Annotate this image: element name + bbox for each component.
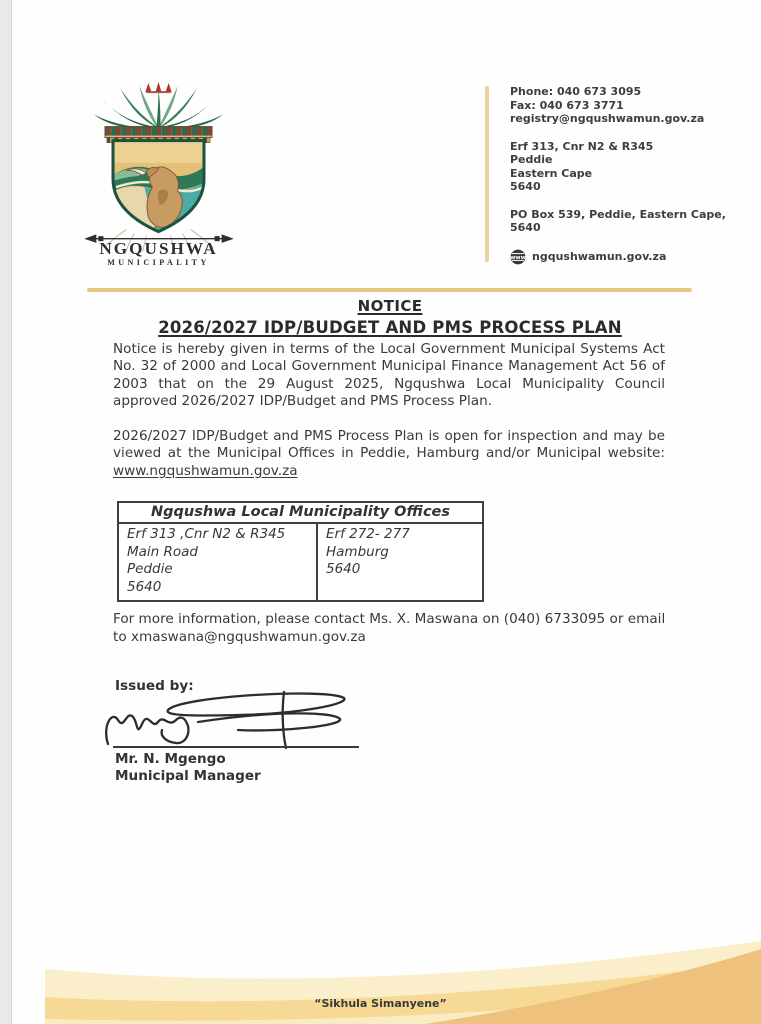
footer-motto: “Sikhula Simanyene”	[314, 997, 447, 1010]
fax-line: Fax: 040 673 3771	[510, 98, 624, 112]
office-address-line: Hamburg	[326, 543, 389, 560]
notice-title-block	[90, 297, 690, 337]
coat-of-arms-icon	[85, 82, 233, 270]
office-address-line: Erf 313 ,Cnr N2 & R345	[127, 526, 286, 542]
offices-table	[117, 501, 484, 602]
logo-shield	[113, 141, 204, 236]
phone-line: Phone: 040 673 3095	[510, 85, 642, 98]
notice-subtitle: 2026/2027 IDP/BUDGET AND PMS PROCESS PLAN	[158, 318, 622, 337]
municipality-logo	[85, 82, 233, 270]
po-box-line: PO Box 539, Peddie, Eastern Cape, 5640	[510, 207, 726, 234]
office-address-line: Main Road	[127, 543, 199, 560]
notice-title: NOTICE	[357, 297, 423, 315]
registry-email[interactable]: registry@ngqushwamun.gov.za	[510, 112, 705, 125]
address-line: Peddie	[510, 153, 553, 166]
peddie-office-cell	[119, 524, 316, 600]
office-address-line: Erf 272- 277	[326, 526, 410, 542]
svg-text:www: www	[510, 254, 526, 261]
globe-www-icon	[510, 249, 526, 265]
notice-paragraph-2	[113, 428, 665, 480]
signatory-name: Mr. N. Mgengo	[115, 751, 226, 767]
contact-address-group	[510, 140, 752, 194]
signatory-block	[115, 751, 261, 784]
address-line: 5640	[510, 180, 541, 193]
notice-paragraph-1: Notice is hereby given in terms of the Local Government Municipal Systems Act No. 32 of 2000 and Local Government Municipal Finance Management Act 56 of 2003 that on the 29 August 2025, Ngqushwa Local Municipality Council approved 2026/2027 IDP/Budget and PMS Process Plan.	[113, 341, 665, 410]
hamburg-office-cell	[316, 524, 482, 600]
offices-table-row	[119, 524, 482, 600]
footer-wave-graphic	[0, 939, 761, 1024]
issued-by-label: Issued by:	[115, 678, 194, 694]
address-line: Eastern Cape	[510, 166, 593, 180]
contact-phone-group	[510, 85, 752, 126]
municipal-website-link[interactable]: www.ngqushwamun.gov.za	[113, 462, 298, 479]
contact-block	[510, 85, 752, 265]
website-link[interactable]: ngqushwamun.gov.za	[532, 249, 667, 263]
contact-website-row	[510, 249, 752, 265]
scan-edge-line	[11, 0, 12, 1024]
contact-pobox-group	[510, 208, 752, 235]
signature-scribble	[98, 686, 378, 750]
gold-horizontal-rule	[87, 288, 692, 292]
more-info-paragraph: For more information, please contact Ms. X. Maswana on (040) 6733095 or email to xmaswana@ngqushwamun.gov.za	[113, 611, 666, 645]
header-vertical-rule	[485, 86, 489, 262]
office-address-line: 5640	[326, 561, 361, 577]
logo-name: NGQUSHWA	[99, 238, 218, 258]
office-address-line: Peddie	[127, 561, 173, 577]
paragraph-2-text: 2026/2027 IDP/Budget and PMS Process Plan is open for inspection and may be viewed at the Municipal Offices in Peddie, Hamburg and/or Municipal website:	[113, 428, 665, 462]
scan-edge-strip	[0, 0, 11, 1024]
address-line: Erf 313, Cnr N2 & R345	[510, 139, 654, 153]
logo-subname: MUNICIPALITY	[107, 257, 210, 267]
offices-table-header: Ngqushwa Local Municipality Offices	[119, 503, 482, 524]
office-address-line: 5640	[127, 578, 162, 595]
signatory-title: Municipal Manager	[115, 767, 261, 784]
signature-line	[113, 746, 359, 748]
logo-leaves	[94, 86, 223, 129]
